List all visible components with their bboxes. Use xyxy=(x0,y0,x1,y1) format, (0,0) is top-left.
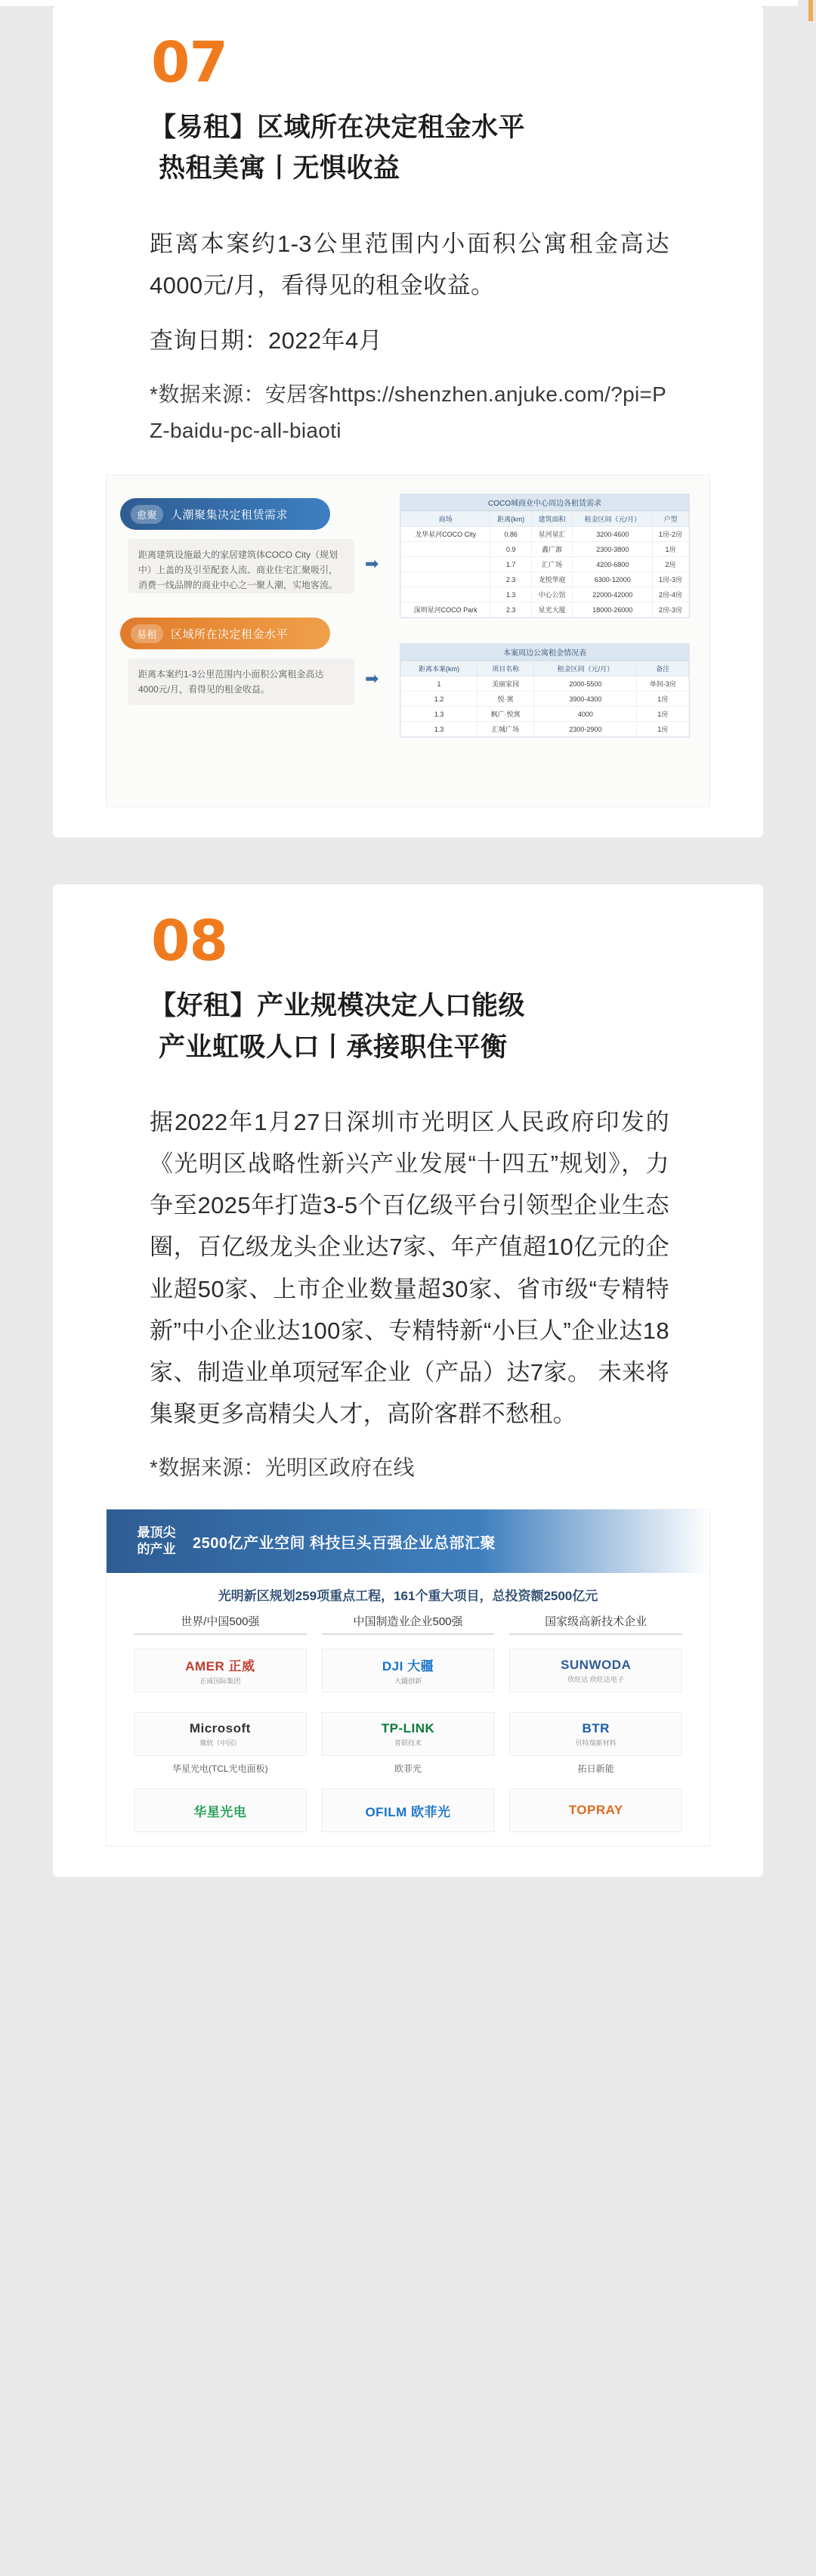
logo-cell xyxy=(134,1788,307,1832)
table-cell: 2房 xyxy=(653,557,689,572)
logo-caption: 微软（中国） xyxy=(199,1738,241,1747)
figure-08-column-header: 世界/中国500强 xyxy=(134,1613,307,1635)
table-header-row xyxy=(401,512,689,527)
table-row xyxy=(401,677,689,692)
logo-cell xyxy=(509,1712,682,1756)
logo-cell xyxy=(322,1788,495,1832)
figure-08-logo-row-3 xyxy=(107,1775,709,1838)
logo-caption: 正威国际集团 xyxy=(199,1677,241,1686)
right-edge-strip xyxy=(798,0,816,2576)
table-cell: 1房 xyxy=(637,707,689,722)
figure-07-pill-orange xyxy=(120,618,330,649)
section-headline-07 xyxy=(53,91,763,190)
table-cell: 2.3 xyxy=(490,572,532,587)
figure-08-row-label: 华星光电(TCL光电面板) xyxy=(172,1763,268,1775)
logo-cell xyxy=(509,1649,682,1692)
table-cell: 中心公馆 xyxy=(531,587,573,602)
logo-cell xyxy=(134,1712,307,1756)
table-row xyxy=(401,557,689,572)
figure-08-subtitle: 光明新区规划259项重点工程，161个重大项目，总投资额2500亿元 xyxy=(218,1589,598,1604)
table-row xyxy=(401,587,689,602)
figure-08-column-header: 国家级高新技术企业 xyxy=(509,1613,682,1635)
figure-08-logo-row-1 xyxy=(107,1635,709,1698)
table-cell: 3200-4600 xyxy=(573,527,653,542)
table-cell: 6300-12000 xyxy=(573,572,653,587)
section-headline-08 xyxy=(53,969,763,1068)
table-cell: 1房-2房 xyxy=(653,527,689,542)
table-row xyxy=(401,707,689,722)
table-row xyxy=(401,527,689,542)
table-header-cell: 户型 xyxy=(653,512,689,527)
table-cell: 2300-3800 xyxy=(573,542,653,557)
source-note-08: *数据来源：光明区政府在线 xyxy=(150,1456,415,1480)
figure-07-table-1-caption: COCO城商业中心周边各租赁需求 xyxy=(400,494,689,511)
table-cell: 单间-3房 xyxy=(637,677,689,692)
headline-line-1: 【好租】产业规模决定人口能级 xyxy=(150,991,526,1021)
section-card-07 xyxy=(53,6,763,838)
table-header-row xyxy=(401,661,689,677)
logo-caption: 大疆创新 xyxy=(394,1677,422,1686)
figure-08-row-label: 欧菲光 xyxy=(394,1763,422,1775)
logo-cell xyxy=(509,1788,682,1832)
figure-08-logo-row-2 xyxy=(107,1698,709,1762)
table-row xyxy=(401,542,689,557)
section-number-07: 07 xyxy=(151,30,227,95)
table-cell: 龙悦华庭 xyxy=(531,572,573,587)
source-note-07: *数据来源：安居客https://shenzhen.anjuke.com/?pi=PZ-baidu-pc-all-biaoti xyxy=(150,382,667,443)
table-header-cell: 租金区间（元/月） xyxy=(573,512,653,527)
table-cell: 悦·寓 xyxy=(478,692,534,707)
figure-07-pill-blue xyxy=(120,498,330,530)
table-cell: 枫广·悦寓 xyxy=(478,707,534,722)
table-cell: 1.7 xyxy=(490,557,532,572)
table-row xyxy=(401,572,689,587)
table-row xyxy=(401,602,689,618)
logo-caption: 普联技术 xyxy=(394,1738,422,1747)
logo-name: TP-LINK xyxy=(381,1720,435,1735)
headline-line-1: 【易租】区域所在决定租金水平 xyxy=(150,113,526,142)
figure-08-column-headers xyxy=(107,1613,709,1635)
query-date-07: 查询日期：2022年4月 xyxy=(150,327,383,354)
logo-name: DJI 大疆 xyxy=(382,1659,434,1674)
table-cell: 深圳星河COCO Park xyxy=(401,602,490,618)
logo-name: 华星光电 xyxy=(193,1804,247,1819)
figure-08-column-header: 中国制造业企业500强 xyxy=(322,1613,495,1635)
table-cell: 1.3 xyxy=(401,722,478,737)
table-cell: 2房-3房 xyxy=(653,602,689,618)
figure-07-pill-orange-text: 区域所在决定租金水平 xyxy=(171,627,289,641)
table-cell xyxy=(401,542,490,557)
table-cell: 汇广场 xyxy=(531,557,573,572)
section-body-07: 距离本案约1-3公里范围内小面积公寓租金高达4000元/月，看得见的租金收益。 xyxy=(150,230,669,299)
figure-07-note-1: 距离建筑设施最大的家居建筑体COCO City（规划中）上盖的及引至配套人流、商业住宅汇聚吸引，消费一线品牌的商业中心之一聚人潮，实地客流。 xyxy=(128,539,354,593)
table-cell: 1房 xyxy=(637,722,689,737)
figure-08 xyxy=(106,1509,710,1847)
figure-07-pill-blue-text: 人潮聚集决定租赁需求 xyxy=(171,508,289,522)
table-cell: 美丽家园 xyxy=(478,677,534,692)
table-header-cell: 距离本案(km) xyxy=(401,661,478,677)
logo-caption: 贝特瑞新材料 xyxy=(575,1738,617,1747)
table-cell: 3900-4300 xyxy=(534,692,637,707)
table-header-cell: 备注 xyxy=(637,661,689,677)
table-header-cell: 租金区间（元/月） xyxy=(534,661,637,677)
table-cell: 22000-42000 xyxy=(573,587,653,602)
figure-07-arrow-1-icon: ➡ xyxy=(365,554,379,574)
figure-07-note-2: 距离本案约1-3公里范围内小面积公寓租金高达4000元/月，看得见的租金收益。 xyxy=(128,658,354,705)
logo-cell xyxy=(134,1649,307,1692)
table-cell: 1房 xyxy=(637,692,689,707)
table-header-cell: 建筑面积 xyxy=(531,512,573,527)
table-cell: 星河星汇 xyxy=(531,527,573,542)
table-row xyxy=(401,722,689,737)
table-cell: 2000-5500 xyxy=(534,677,637,692)
table-cell: 0.86 xyxy=(490,527,532,542)
logo-cell xyxy=(322,1649,495,1692)
table-cell: 1.3 xyxy=(490,587,532,602)
logo-name: TOPRAY xyxy=(568,1803,623,1818)
figure-08-banner-title: 2500亿产业空间 科技巨头百强企业总部汇聚 xyxy=(193,1534,496,1552)
logo-name: BTR xyxy=(582,1720,610,1735)
table-cell: 2.3 xyxy=(490,602,532,618)
headline-line-2: 热租美寓丨无惧收益 xyxy=(159,153,400,184)
table-cell xyxy=(401,557,490,572)
table-cell: 0.9 xyxy=(490,542,532,557)
table-header-cell: 商场 xyxy=(401,512,490,527)
table-cell: 18000-26000 xyxy=(573,602,653,618)
headline-line-2: 产业虹吸人口丨承接职住平衡 xyxy=(159,1032,508,1062)
table-cell: 星光大厦 xyxy=(531,602,573,618)
figure-08-banner xyxy=(107,1509,709,1573)
table-header-cell: 距离(km) xyxy=(490,512,532,527)
table-cell: 1 xyxy=(401,677,478,692)
table-cell xyxy=(401,572,490,587)
table-cell: 2房-4房 xyxy=(653,587,689,602)
logo-name: Microsoft xyxy=(189,1720,251,1735)
scroll-position-marker xyxy=(808,0,813,21)
figure-07-table-1 xyxy=(400,494,690,618)
section-gap xyxy=(0,838,816,884)
logo-cell xyxy=(322,1712,495,1756)
table-cell: 4000 xyxy=(534,707,637,722)
figure-07-table-2-caption: 本案周边公寓租金情况表 xyxy=(400,644,689,661)
section-card-08 xyxy=(53,884,763,1877)
section-body-08: 据2022年1月27日深圳市光明区人民政府印发的《光明区战略性新兴产业发展“十四五”规划》，力争至2025年打造3-5个百亿级平台引领型企业生态圈，百亿级龙头企业达7家、年产值超10亿元的企业超50家、上市企业数量超30家、省市级“专精特新”中小企业达100家、专精特新“小巨人”企业达18家、制造业单项冠军企业（产品）达7家。 未来将集聚更多高精尖人才，高阶客群不愁租。 xyxy=(150,1108,669,1428)
figure-07-pill-blue-tag: 愈聚 xyxy=(131,505,163,524)
section-number-08: 08 xyxy=(151,909,227,974)
table-cell: 2300-2900 xyxy=(534,722,637,737)
table-cell xyxy=(401,587,490,602)
table-cell: 1房-3房 xyxy=(653,572,689,587)
figure-07-arrow-2-icon: ➡ xyxy=(365,669,379,689)
table-header-cell: 项目名称 xyxy=(478,661,534,677)
figure-07 xyxy=(106,475,710,807)
table-cell: 鑫广源 xyxy=(531,542,573,557)
figure-07-table-2 xyxy=(400,643,690,738)
figure-08-badge: 最顶尖 的产业 xyxy=(137,1525,176,1557)
table-cell: 4200-6800 xyxy=(573,557,653,572)
table-cell: 1.2 xyxy=(401,692,478,707)
logo-caption: 欣旺达 欣旺达电子 xyxy=(567,1675,624,1683)
table-cell: 龙华星河COCO City xyxy=(401,527,490,542)
logo-name: AMER 正威 xyxy=(185,1659,255,1674)
figure-08-row-label: 拓日新能 xyxy=(577,1763,614,1775)
table-cell: 1.3 xyxy=(401,707,478,722)
logo-name: OFILM 欧菲光 xyxy=(365,1804,451,1819)
figure-07-pill-orange-tag: 易租 xyxy=(131,624,163,643)
top-gap xyxy=(0,0,816,6)
table-row xyxy=(401,692,689,707)
table-cell: 汇城广场 xyxy=(478,722,534,737)
logo-name: SUNWODA xyxy=(561,1657,632,1672)
figure-08-row-labels xyxy=(107,1762,709,1775)
table-cell: 1房 xyxy=(653,542,689,557)
